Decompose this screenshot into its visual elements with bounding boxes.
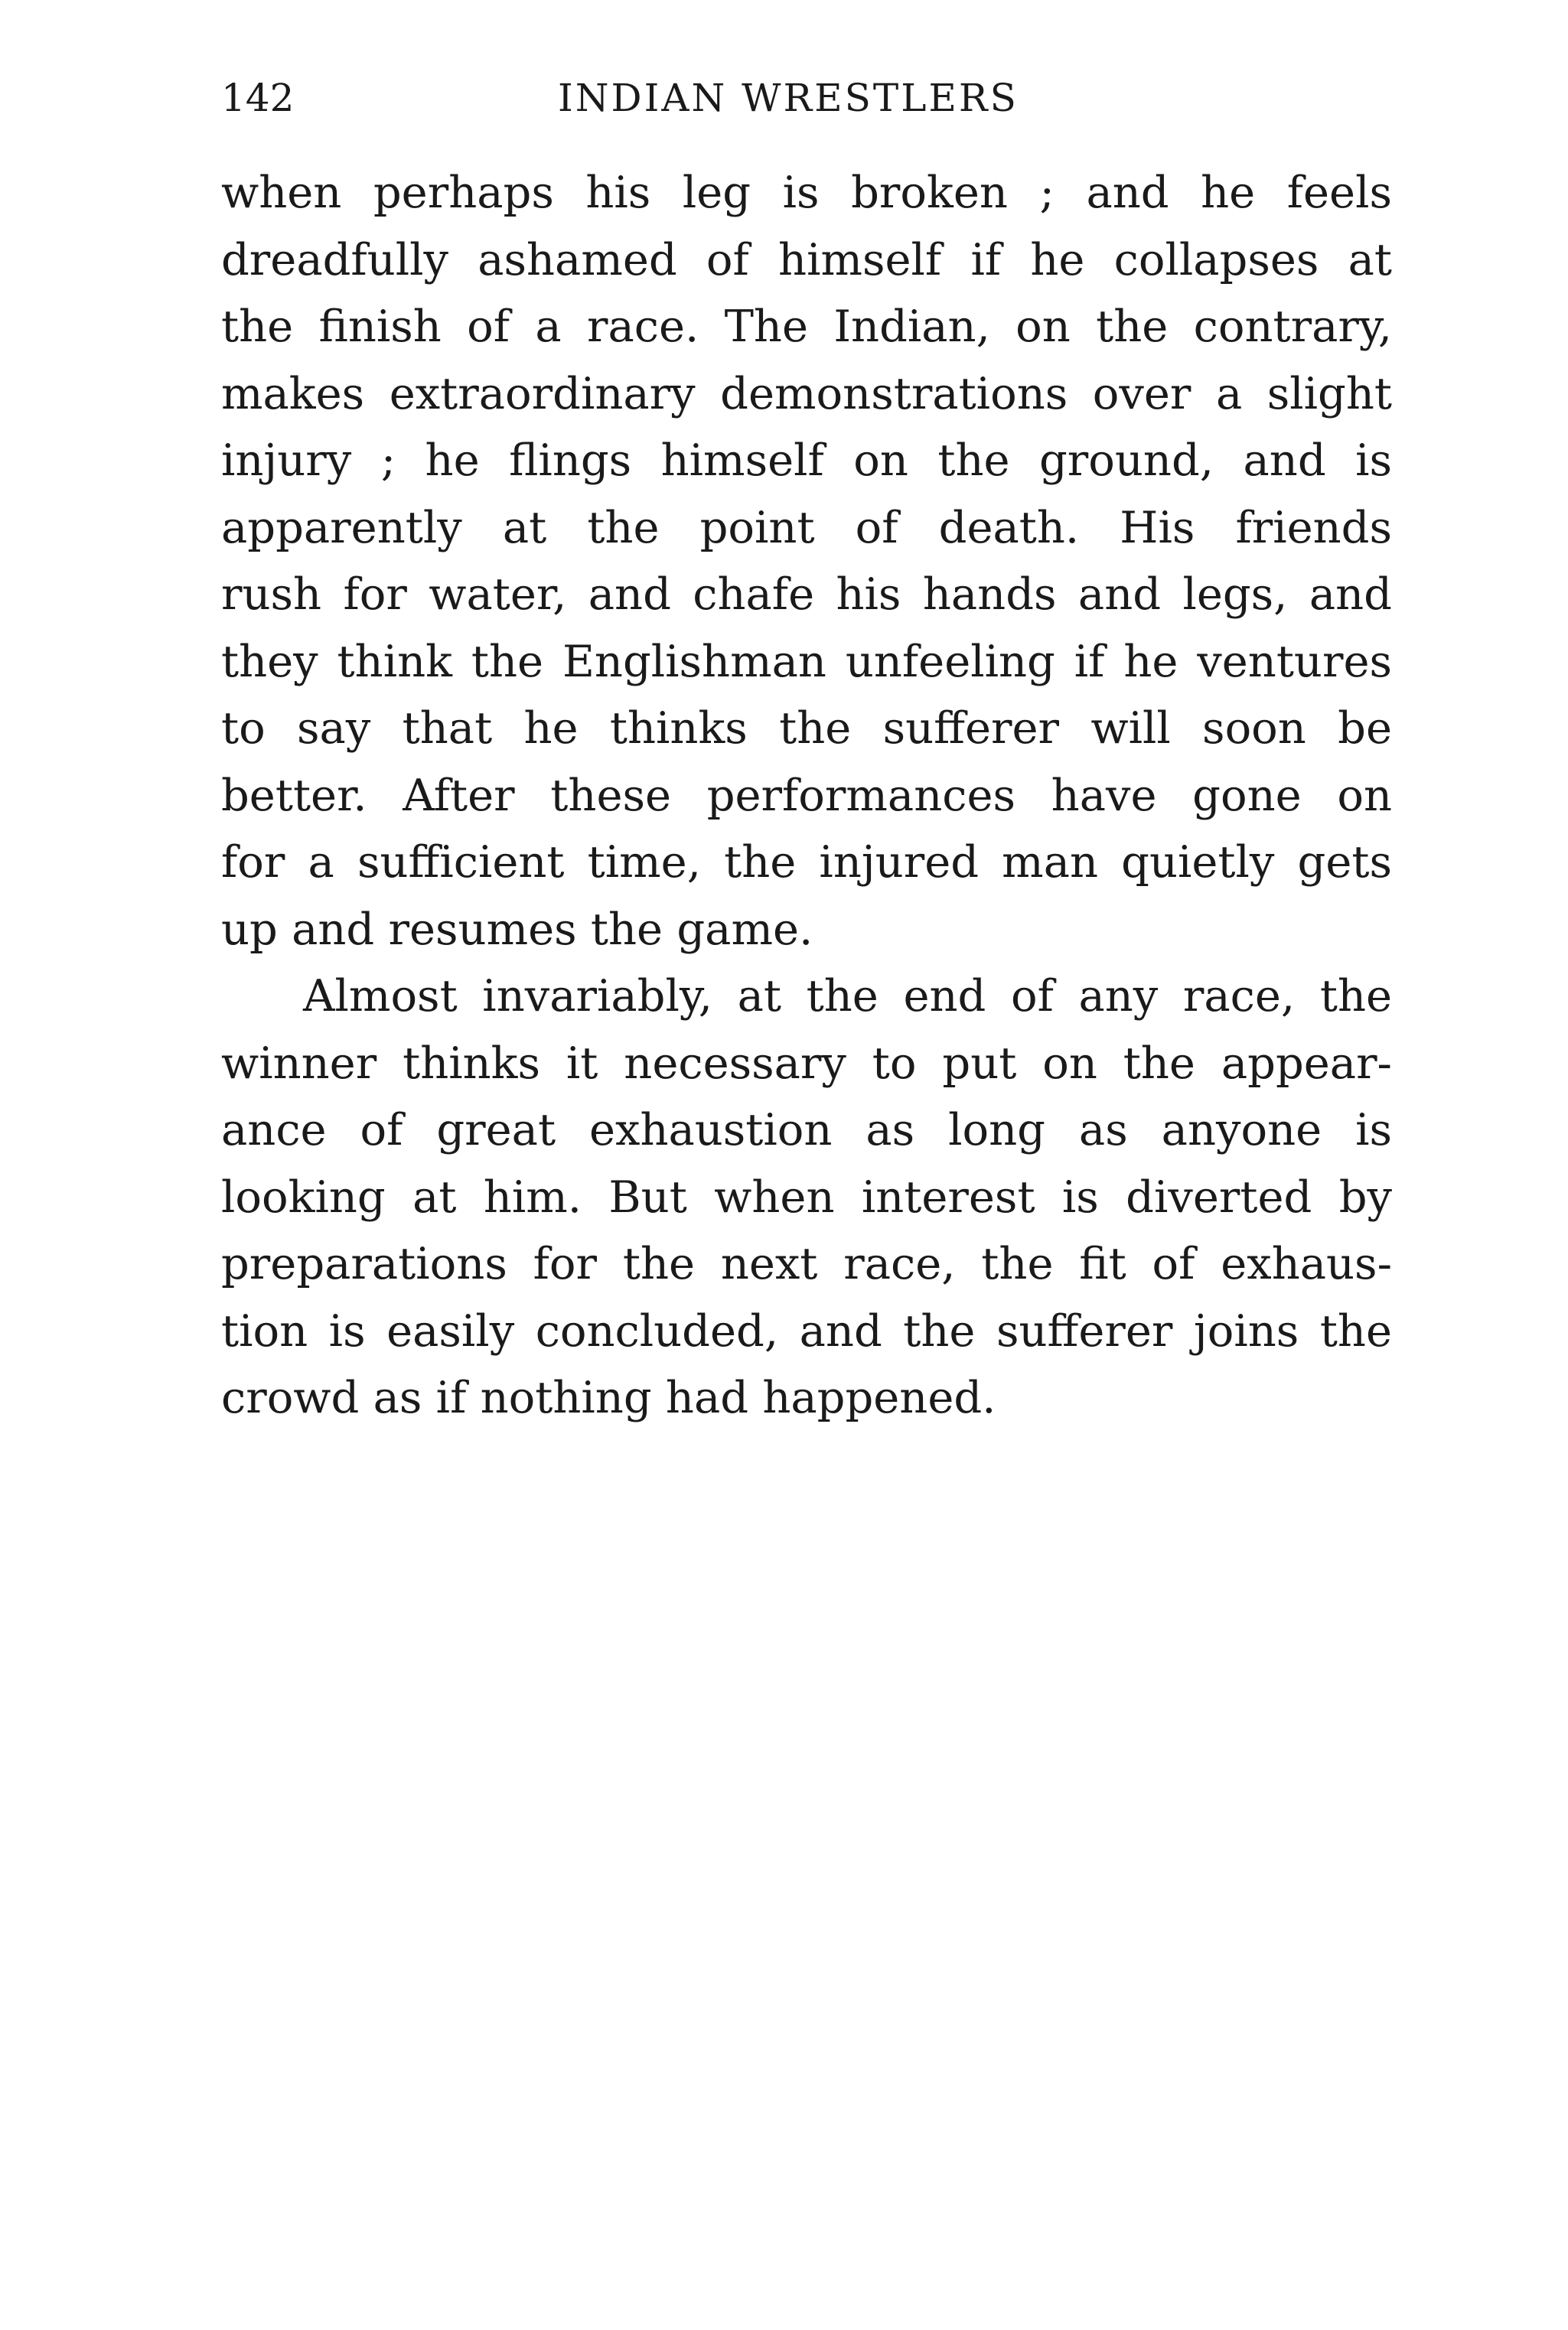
- paragraph-1: [221, 159, 1392, 963]
- text-line: winner thinks it necessary to put on the appear-: [221, 1037, 1392, 1089]
- text-line: crowd as if nothing had happened.: [221, 1372, 996, 1423]
- running-title: INDIAN WRESTLERS: [558, 76, 1019, 120]
- text-line: makes extraordinary demonstrations over a slight: [221, 367, 1392, 419]
- text-line: rush for water, and chafe his hands and legs, and: [221, 569, 1392, 620]
- text-line: looking at him. But when interest is diverted by: [221, 1171, 1392, 1223]
- text-line: to say that he thinks the sufferer will soon be: [221, 702, 1392, 754]
- text-line: ance of great exhaustion as long as anyone is: [221, 1104, 1392, 1155]
- body-text: [221, 159, 1392, 1432]
- text-line: they think the Englishman unfeeling if he ventures: [221, 635, 1392, 687]
- text-line: injury ; he flings himself on the ground, and is: [221, 435, 1392, 486]
- text-line: better. After these performances have gone on: [221, 769, 1392, 821]
- text-line: up and resumes the game.: [221, 903, 813, 955]
- text-line: dreadfully ashamed of himself if he collapses at: [221, 233, 1392, 285]
- paragraph-2: [221, 963, 1392, 1432]
- running-head: [221, 75, 1392, 121]
- text-line: Almost invariably, at the end of any race, the: [303, 970, 1392, 1022]
- text-line: for a sufficient time, the injured man quietly gets: [221, 836, 1392, 888]
- text-line: tion is easily concluded, and the sufferer joins the: [221, 1305, 1392, 1357]
- text-line: when perhaps his leg is broken ; and he feels: [221, 167, 1392, 218]
- text-line: apparently at the point of death. His friends: [221, 501, 1392, 553]
- text-line: the finish of a race. The Indian, on the contrary,: [221, 301, 1392, 352]
- page-number: 142: [221, 76, 295, 120]
- text-line: preparations for the next race, the fit of exhaus-: [221, 1238, 1392, 1289]
